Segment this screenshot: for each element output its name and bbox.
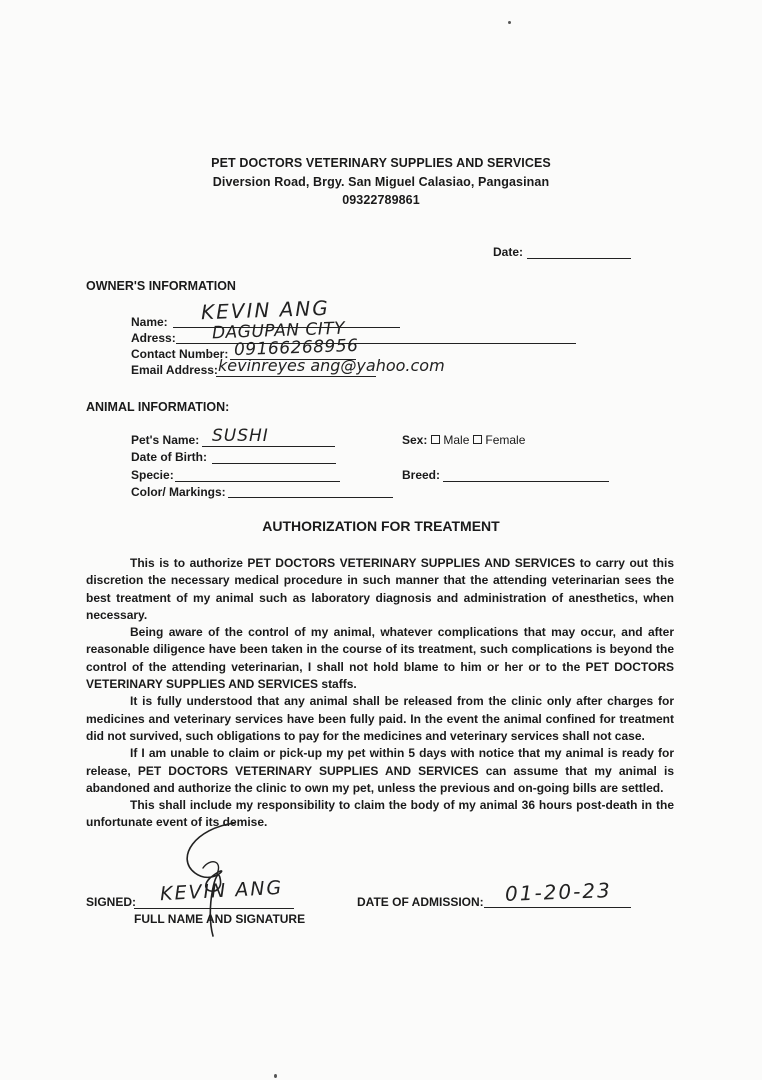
authorization-paragraph: Being aware of the control of my animal, whatever complications that may occur, and after reasonable diligence have been taken in the course of its treatment, such complications is beyond the control of the attending veterinarian, I shall not hold blame to him or her or to the PET DOCTORS VETERINARY SUPPLIES AND SERVICES staffs. bbox=[86, 625, 674, 692]
signature-caption: FULL NAME AND SIGNATURE bbox=[134, 912, 306, 926]
scan-speck bbox=[508, 21, 511, 24]
signature-handwriting: KEVIN ANG bbox=[159, 876, 284, 906]
male-option-label: Male bbox=[443, 433, 470, 447]
date-field-line[interactable] bbox=[527, 258, 631, 259]
owner-name-label: Name: bbox=[131, 315, 168, 329]
dob-label: Date of Birth: bbox=[131, 450, 207, 464]
dob-line[interactable] bbox=[212, 463, 336, 464]
breed-label: Breed: bbox=[402, 468, 441, 482]
owner-email-line[interactable] bbox=[216, 376, 376, 377]
female-checkbox[interactable] bbox=[473, 435, 482, 444]
owner-email-handwriting: kevinreyes ang@yahoo.com bbox=[218, 356, 445, 375]
owner-section-title: OWNER'S INFORMATION bbox=[86, 279, 236, 293]
pet-name-handwriting: SUSHI bbox=[212, 426, 269, 446]
owner-address-label: Adress: bbox=[131, 331, 176, 345]
owner-contact-label: Contact Number: bbox=[131, 347, 229, 361]
authorization-body bbox=[86, 555, 674, 832]
sex-row bbox=[402, 433, 525, 447]
authorization-title: AUTHORIZATION FOR TREATMENT bbox=[262, 518, 500, 534]
signature-line[interactable] bbox=[134, 908, 294, 909]
color-markings-line[interactable] bbox=[228, 497, 393, 498]
color-markings-label: Color/ Markings: bbox=[131, 485, 226, 499]
owner-address-handwriting: DAGUPAN CITY bbox=[211, 318, 346, 344]
business-phone: 09322789861 bbox=[342, 193, 420, 207]
owner-email-label: Email Address: bbox=[131, 363, 218, 377]
date-label: Date: bbox=[493, 245, 524, 259]
male-checkbox[interactable] bbox=[431, 435, 440, 444]
business-address: Diversion Road, Brgy. San Miguel Calasiao, Pangasinan bbox=[212, 175, 550, 189]
pet-name-label: Pet's Name: bbox=[131, 433, 200, 447]
authorization-paragraph: If I am unable to claim or pick-up my pet within 5 days with notice that my animal is ready for release, PET DOCTORS VETERINARY SUPPLIES AND SERVICES can assume that my animal is abandoned and authorize the clinic to own my pet, unless the previous and on-going bills are settled. bbox=[86, 746, 674, 795]
animal-section-title: ANIMAL INFORMATION: bbox=[86, 400, 230, 414]
owner-contact-handwriting: 09166268956 bbox=[233, 335, 359, 361]
specie-line[interactable] bbox=[175, 481, 340, 482]
authorization-paragraph: This shall include my responsibility to claim the body of my animal 36 hours post-death in the unfortunate event of its demise. bbox=[86, 798, 674, 830]
authorization-paragraph: This is to authorize PET DOCTORS VETERINARY SUPPLIES AND SERVICES to carry out this discretion the necessary medical procedure in such manner that the attending veterinarian sees the best treatment of my animal such as laboratory diagnosis and administration of anesthetics, when necessary. bbox=[86, 556, 674, 622]
breed-line[interactable] bbox=[443, 481, 609, 482]
admission-date-line[interactable] bbox=[484, 907, 631, 908]
scan-speck bbox=[274, 1074, 277, 1078]
authorization-paragraph: It is fully understood that any animal shall be released from the clinic only after charges for medicines and veterinary services have been fully paid. In the event the animal confined for treatment did not survived, such obligations to pay for the medicines and veterinary services shall not case. bbox=[86, 694, 674, 743]
pet-name-line[interactable] bbox=[202, 446, 335, 447]
owner-name-handwriting: KEVIN ANG bbox=[200, 295, 331, 325]
sex-label: Sex: bbox=[402, 433, 428, 447]
female-option-label: Female bbox=[485, 433, 526, 447]
specie-label: Specie: bbox=[131, 468, 174, 482]
admission-date-handwriting: 01-20-23 bbox=[504, 878, 613, 906]
signed-label: SIGNED: bbox=[86, 895, 137, 909]
admission-date-label: DATE OF ADMISSION: bbox=[357, 895, 484, 909]
business-name: PET DOCTORS VETERINARY SUPPLIES AND SERVICES bbox=[211, 156, 551, 170]
